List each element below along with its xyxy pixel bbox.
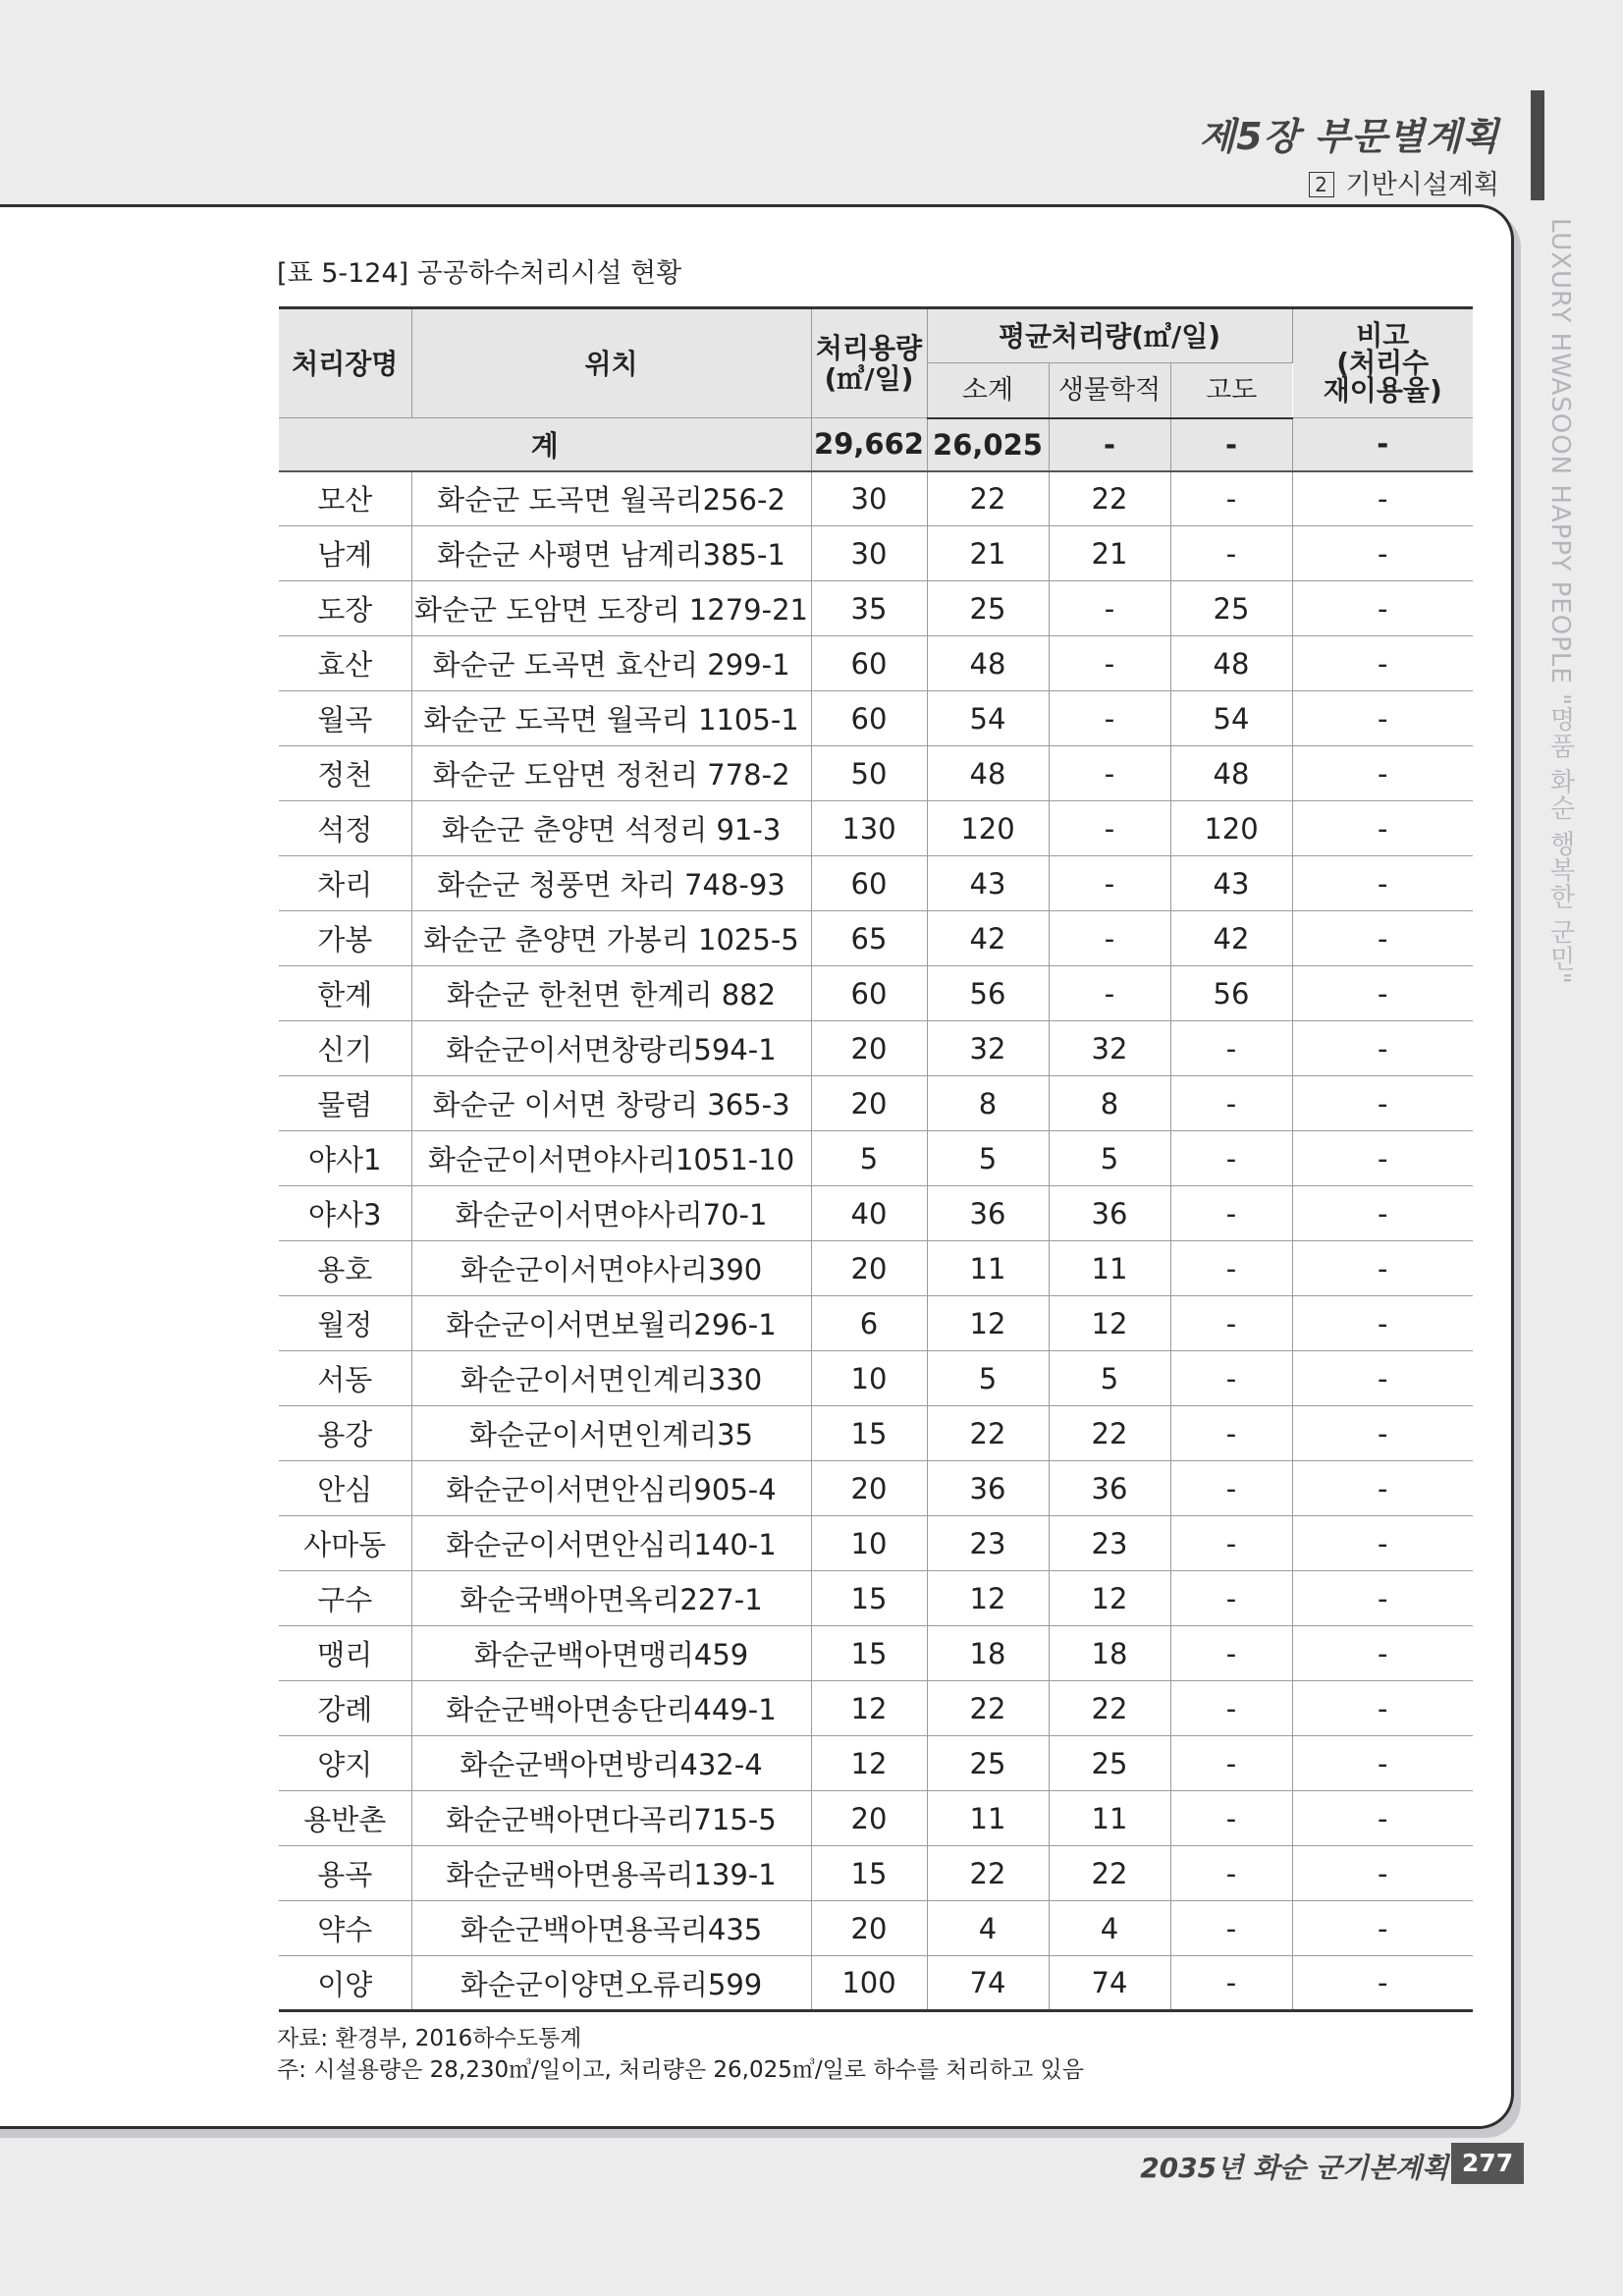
- cell-advanced: 56: [1170, 966, 1292, 1021]
- cell-name: 한계: [279, 966, 411, 1021]
- table-row: [279, 1186, 1473, 1241]
- table-row: [279, 1626, 1473, 1681]
- cell-remarks: -: [1292, 526, 1473, 581]
- chapter-title: 제5장 부문별계획: [1199, 115, 1499, 158]
- cell-location: 화순군 이서면 창랑리 365-3: [411, 1076, 811, 1131]
- cell-advanced: -: [1170, 1021, 1292, 1076]
- cell-advanced: 25: [1170, 581, 1292, 636]
- cell-advanced: -: [1170, 1186, 1292, 1241]
- cell-subtotal: 32: [927, 1021, 1049, 1076]
- table-row: [279, 1901, 1473, 1956]
- cell-capacity: 60: [811, 636, 927, 691]
- cell-remarks: -: [1292, 581, 1473, 636]
- cell-location: 화순군 도암면 정천리 778-2: [411, 746, 811, 801]
- cell-biological: -: [1049, 691, 1170, 746]
- cell-subtotal: 36: [927, 1461, 1049, 1516]
- cell-biological: 23: [1049, 1516, 1170, 1571]
- cell-location: 화순국백아면옥리227-1: [411, 1571, 811, 1626]
- total-biological: -: [1049, 418, 1170, 471]
- header-average-treatment: 평균처리량(㎥/일): [927, 308, 1292, 363]
- cell-advanced: 48: [1170, 636, 1292, 691]
- cell-subtotal: 43: [927, 856, 1049, 911]
- cell-subtotal: 42: [927, 911, 1049, 966]
- cell-capacity: 15: [811, 1846, 927, 1901]
- cell-advanced: -: [1170, 1956, 1292, 2011]
- cell-advanced: -: [1170, 1791, 1292, 1846]
- sewage-facility-table: [279, 306, 1473, 2012]
- cell-remarks: -: [1292, 1076, 1473, 1131]
- cell-advanced: -: [1170, 1461, 1292, 1516]
- cell-advanced: -: [1170, 1241, 1292, 1296]
- cell-subtotal: 25: [927, 581, 1049, 636]
- cell-capacity: 100: [811, 1956, 927, 2011]
- cell-location: 화순군이서면야사리70-1: [411, 1186, 811, 1241]
- table-row: [279, 856, 1473, 911]
- cell-biological: 21: [1049, 526, 1170, 581]
- cell-remarks: -: [1292, 1571, 1473, 1626]
- cell-biological: 4: [1049, 1901, 1170, 1956]
- table-row: [279, 1131, 1473, 1186]
- cell-location: 화순군백아면용곡리435: [411, 1901, 811, 1956]
- cell-capacity: 60: [811, 856, 927, 911]
- cell-name: 남계: [279, 526, 411, 581]
- table-row: [279, 1846, 1473, 1901]
- cell-biological: 12: [1049, 1296, 1170, 1351]
- cell-subtotal: 25: [927, 1736, 1049, 1791]
- total-remarks: -: [1292, 418, 1473, 471]
- cell-biological: 25: [1049, 1736, 1170, 1791]
- cell-advanced: 54: [1170, 691, 1292, 746]
- header-biological: 생물학적: [1049, 363, 1170, 418]
- section-number-box: 2: [1309, 172, 1334, 197]
- cell-capacity: 20: [811, 1461, 927, 1516]
- cell-subtotal: 12: [927, 1571, 1049, 1626]
- cell-subtotal: 11: [927, 1791, 1049, 1846]
- cell-subtotal: 4: [927, 1901, 1049, 1956]
- cell-subtotal: 22: [927, 1681, 1049, 1736]
- cell-advanced: 120: [1170, 801, 1292, 856]
- total-advanced: -: [1170, 418, 1292, 471]
- table-row: [279, 746, 1473, 801]
- cell-biological: -: [1049, 581, 1170, 636]
- cell-name: 모산: [279, 471, 411, 526]
- cell-name: 용강: [279, 1406, 411, 1461]
- cell-advanced: -: [1170, 1406, 1292, 1461]
- cell-advanced: -: [1170, 1846, 1292, 1901]
- cell-location: 화순군이서면안심리140-1: [411, 1516, 811, 1571]
- cell-capacity: 12: [811, 1736, 927, 1791]
- table-row: [279, 1406, 1473, 1461]
- cell-capacity: 20: [811, 1021, 927, 1076]
- cell-name: 약수: [279, 1901, 411, 1956]
- cell-capacity: 60: [811, 966, 927, 1021]
- cell-remarks: -: [1292, 1296, 1473, 1351]
- vertical-slogan: LUXURY HWASOON HAPPY PEOPLE "명품 화순 행복한 군민": [1545, 218, 1575, 985]
- cell-remarks: -: [1292, 1131, 1473, 1186]
- cell-name: 신기: [279, 1021, 411, 1076]
- cell-name: 강례: [279, 1681, 411, 1736]
- cell-location: 화순군 도암면 도장리 1279-21: [411, 581, 811, 636]
- cell-subtotal: 18: [927, 1626, 1049, 1681]
- header-capacity: 처리용량 (㎥/일): [811, 308, 927, 418]
- cell-location: 화순군이서면안심리905-4: [411, 1461, 811, 1516]
- cell-remarks: -: [1292, 746, 1473, 801]
- cell-name: 맹리: [279, 1626, 411, 1681]
- cell-biological: -: [1049, 911, 1170, 966]
- cell-biological: 5: [1049, 1131, 1170, 1186]
- cell-name: 월정: [279, 1296, 411, 1351]
- cell-subtotal: 22: [927, 1406, 1049, 1461]
- cell-remarks: -: [1292, 636, 1473, 691]
- cell-advanced: -: [1170, 1681, 1292, 1736]
- cell-location: 화순군 사평면 남계리385-1: [411, 526, 811, 581]
- table-row: [279, 1571, 1473, 1626]
- cell-capacity: 20: [811, 1901, 927, 1956]
- cell-location: 화순군이서면야사리390: [411, 1241, 811, 1296]
- cell-subtotal: 8: [927, 1076, 1049, 1131]
- cell-advanced: -: [1170, 1131, 1292, 1186]
- cell-subtotal: 12: [927, 1296, 1049, 1351]
- cell-name: 이양: [279, 1956, 411, 2011]
- table-row: [279, 966, 1473, 1021]
- cell-biological: 22: [1049, 471, 1170, 526]
- cell-biological: 74: [1049, 1956, 1170, 2011]
- cell-remarks: -: [1292, 856, 1473, 911]
- cell-name: 효산: [279, 636, 411, 691]
- cell-biological: -: [1049, 966, 1170, 1021]
- cell-remarks: -: [1292, 1956, 1473, 2011]
- cell-location: 화순군이서면창랑리594-1: [411, 1021, 811, 1076]
- cell-remarks: -: [1292, 966, 1473, 1021]
- cell-capacity: 5: [811, 1131, 927, 1186]
- total-subtotal: 26,025: [927, 418, 1049, 471]
- chapter-marker-bar: [1531, 90, 1544, 200]
- cell-name: 월곡: [279, 691, 411, 746]
- table-notes: [277, 2023, 1084, 2086]
- cell-capacity: 20: [811, 1241, 927, 1296]
- cell-remarks: -: [1292, 1516, 1473, 1571]
- cell-advanced: -: [1170, 1901, 1292, 1956]
- cell-location: 화순군백아면송단리449-1: [411, 1681, 811, 1736]
- cell-remarks: -: [1292, 1241, 1473, 1296]
- cell-biological: 11: [1049, 1791, 1170, 1846]
- cell-location: 화순군 도곡면 월곡리256-2: [411, 471, 811, 526]
- cell-capacity: 130: [811, 801, 927, 856]
- cell-advanced: -: [1170, 1516, 1292, 1571]
- cell-location: 화순군백아면방리432-4: [411, 1736, 811, 1791]
- cell-name: 사마동: [279, 1516, 411, 1571]
- cell-biological: 22: [1049, 1406, 1170, 1461]
- cell-remarks: -: [1292, 471, 1473, 526]
- cell-capacity: 30: [811, 526, 927, 581]
- cell-subtotal: 48: [927, 746, 1049, 801]
- cell-remarks: -: [1292, 1736, 1473, 1791]
- cell-biological: 5: [1049, 1351, 1170, 1406]
- footer-title: 2035년 화순 군기본계획: [1140, 2152, 1448, 2184]
- cell-capacity: 12: [811, 1681, 927, 1736]
- cell-location: 화순군 춘양면 가봉리 1025-5: [411, 911, 811, 966]
- cell-name: 용호: [279, 1241, 411, 1296]
- cell-remarks: -: [1292, 1351, 1473, 1406]
- cell-name: 가봉: [279, 911, 411, 966]
- cell-advanced: 48: [1170, 746, 1292, 801]
- table-caption: [표 5-124] 공공하수처리시설 현황: [277, 258, 682, 289]
- cell-name: 안심: [279, 1461, 411, 1516]
- cell-location: 화순군 한천면 한계리 882: [411, 966, 811, 1021]
- section-title-text: 기반시설계획: [1345, 170, 1499, 200]
- cell-capacity: 35: [811, 581, 927, 636]
- table-row: [279, 801, 1473, 856]
- cell-location: 화순군백아면용곡리139-1: [411, 1846, 811, 1901]
- cell-capacity: 10: [811, 1516, 927, 1571]
- cell-biological: -: [1049, 801, 1170, 856]
- table-row: [279, 1736, 1473, 1791]
- cell-advanced: -: [1170, 1736, 1292, 1791]
- cell-remarks: -: [1292, 801, 1473, 856]
- total-capacity: 29,662: [811, 418, 927, 471]
- cell-biological: 22: [1049, 1846, 1170, 1901]
- cell-advanced: -: [1170, 1571, 1292, 1626]
- cell-advanced: -: [1170, 1076, 1292, 1131]
- cell-biological: 12: [1049, 1571, 1170, 1626]
- cell-remarks: -: [1292, 1901, 1473, 1956]
- cell-subtotal: 22: [927, 1846, 1049, 1901]
- cell-name: 물렴: [279, 1076, 411, 1131]
- cell-subtotal: 48: [927, 636, 1049, 691]
- cell-subtotal: 54: [927, 691, 1049, 746]
- cell-location: 화순군이서면보월리296-1: [411, 1296, 811, 1351]
- cell-biological: -: [1049, 856, 1170, 911]
- cell-remarks: -: [1292, 1791, 1473, 1846]
- cell-capacity: 15: [811, 1571, 927, 1626]
- table-row: [279, 1681, 1473, 1736]
- cell-capacity: 15: [811, 1626, 927, 1681]
- table-row: [279, 526, 1473, 581]
- cell-subtotal: 23: [927, 1516, 1049, 1571]
- total-label: 계: [279, 418, 811, 471]
- cell-name: 양지: [279, 1736, 411, 1791]
- cell-biological: 32: [1049, 1021, 1170, 1076]
- cell-subtotal: 11: [927, 1241, 1049, 1296]
- cell-subtotal: 5: [927, 1131, 1049, 1186]
- cell-biological: 18: [1049, 1626, 1170, 1681]
- cell-advanced: -: [1170, 1296, 1292, 1351]
- table-row: [279, 471, 1473, 526]
- cell-advanced: 43: [1170, 856, 1292, 911]
- cell-advanced: -: [1170, 526, 1292, 581]
- table-row: [279, 691, 1473, 746]
- cell-biological: -: [1049, 746, 1170, 801]
- cell-remarks: -: [1292, 1021, 1473, 1076]
- header-advanced: 고도: [1170, 363, 1292, 418]
- cell-capacity: 50: [811, 746, 927, 801]
- cell-capacity: 65: [811, 911, 927, 966]
- cell-location: 화순군이서면인계리35: [411, 1406, 811, 1461]
- cell-location: 화순군이서면야사리1051-10: [411, 1131, 811, 1186]
- cell-remarks: -: [1292, 911, 1473, 966]
- table-row: [279, 1241, 1473, 1296]
- cell-name: 석정: [279, 801, 411, 856]
- cell-capacity: 40: [811, 1186, 927, 1241]
- cell-capacity: 60: [811, 691, 927, 746]
- cell-capacity: 6: [811, 1296, 927, 1351]
- cell-subtotal: 74: [927, 1956, 1049, 2011]
- cell-location: 화순군백아면맹리459: [411, 1626, 811, 1681]
- cell-biological: 11: [1049, 1241, 1170, 1296]
- cell-remarks: -: [1292, 1406, 1473, 1461]
- cell-subtotal: 120: [927, 801, 1049, 856]
- cell-subtotal: 36: [927, 1186, 1049, 1241]
- source-note: 자료: 환경부, 2016하수도통계: [277, 2026, 582, 2051]
- total-row: [279, 418, 1473, 471]
- cell-location: 화순군 도곡면 효산리 299-1: [411, 636, 811, 691]
- header-remarks: 비고 (처리수 재이용율): [1292, 308, 1473, 418]
- cell-capacity: 10: [811, 1351, 927, 1406]
- cell-remarks: -: [1292, 1681, 1473, 1736]
- header-location: 위치: [411, 308, 811, 418]
- cell-location: 화순군 도곡면 월곡리 1105-1: [411, 691, 811, 746]
- table-row: [279, 1461, 1473, 1516]
- table-row: [279, 636, 1473, 691]
- cell-biological: 22: [1049, 1681, 1170, 1736]
- cell-remarks: -: [1292, 1846, 1473, 1901]
- cell-capacity: 20: [811, 1791, 927, 1846]
- cell-subtotal: 21: [927, 526, 1049, 581]
- cell-name: 용곡: [279, 1846, 411, 1901]
- cell-biological: 36: [1049, 1461, 1170, 1516]
- cell-name: 서동: [279, 1351, 411, 1406]
- cell-capacity: 30: [811, 471, 927, 526]
- table-row: [279, 581, 1473, 636]
- cell-location: 화순군백아면다곡리715-5: [411, 1791, 811, 1846]
- cell-name: 야사3: [279, 1186, 411, 1241]
- table-row: [279, 1516, 1473, 1571]
- cell-remarks: -: [1292, 691, 1473, 746]
- cell-advanced: 42: [1170, 911, 1292, 966]
- cell-biological: 36: [1049, 1186, 1170, 1241]
- cell-subtotal: 56: [927, 966, 1049, 1021]
- cell-name: 도장: [279, 581, 411, 636]
- cell-remarks: -: [1292, 1461, 1473, 1516]
- cell-name: 용반촌: [279, 1791, 411, 1846]
- cell-capacity: 20: [811, 1076, 927, 1131]
- cell-biological: 8: [1049, 1076, 1170, 1131]
- cell-location: 화순군 춘양면 석정리 91-3: [411, 801, 811, 856]
- cell-location: 화순군이서면인계리330: [411, 1351, 811, 1406]
- cell-name: 차리: [279, 856, 411, 911]
- header-subtotal: 소계: [927, 363, 1049, 418]
- cell-advanced: -: [1170, 1351, 1292, 1406]
- cell-advanced: -: [1170, 1626, 1292, 1681]
- cell-remarks: -: [1292, 1186, 1473, 1241]
- table-row: [279, 1296, 1473, 1351]
- cell-subtotal: 5: [927, 1351, 1049, 1406]
- table-row: [279, 1076, 1473, 1131]
- cell-biological: -: [1049, 636, 1170, 691]
- table-row: [279, 1021, 1473, 1076]
- table-row: [279, 1956, 1473, 2011]
- table-row: [279, 1351, 1473, 1406]
- table-row: [279, 911, 1473, 966]
- cell-name: 정천: [279, 746, 411, 801]
- footnote: 주: 시설용량은 28,230㎥/일이고, 처리량은 26,025㎥/일로 하수를 처리하고 있음: [277, 2057, 1084, 2083]
- cell-subtotal: 22: [927, 471, 1049, 526]
- table-row: [279, 1791, 1473, 1846]
- cell-capacity: 15: [811, 1406, 927, 1461]
- header-name: 처리장명: [279, 308, 411, 418]
- cell-name: 야사1: [279, 1131, 411, 1186]
- cell-name: 구수: [279, 1571, 411, 1626]
- page-number: 277: [1451, 2143, 1524, 2184]
- cell-location: 화순군이양면오류리599: [411, 1956, 811, 2011]
- cell-advanced: -: [1170, 471, 1292, 526]
- cell-remarks: -: [1292, 1626, 1473, 1681]
- cell-location: 화순군 청풍면 차리 748-93: [411, 856, 811, 911]
- section-title: [1309, 163, 1500, 201]
